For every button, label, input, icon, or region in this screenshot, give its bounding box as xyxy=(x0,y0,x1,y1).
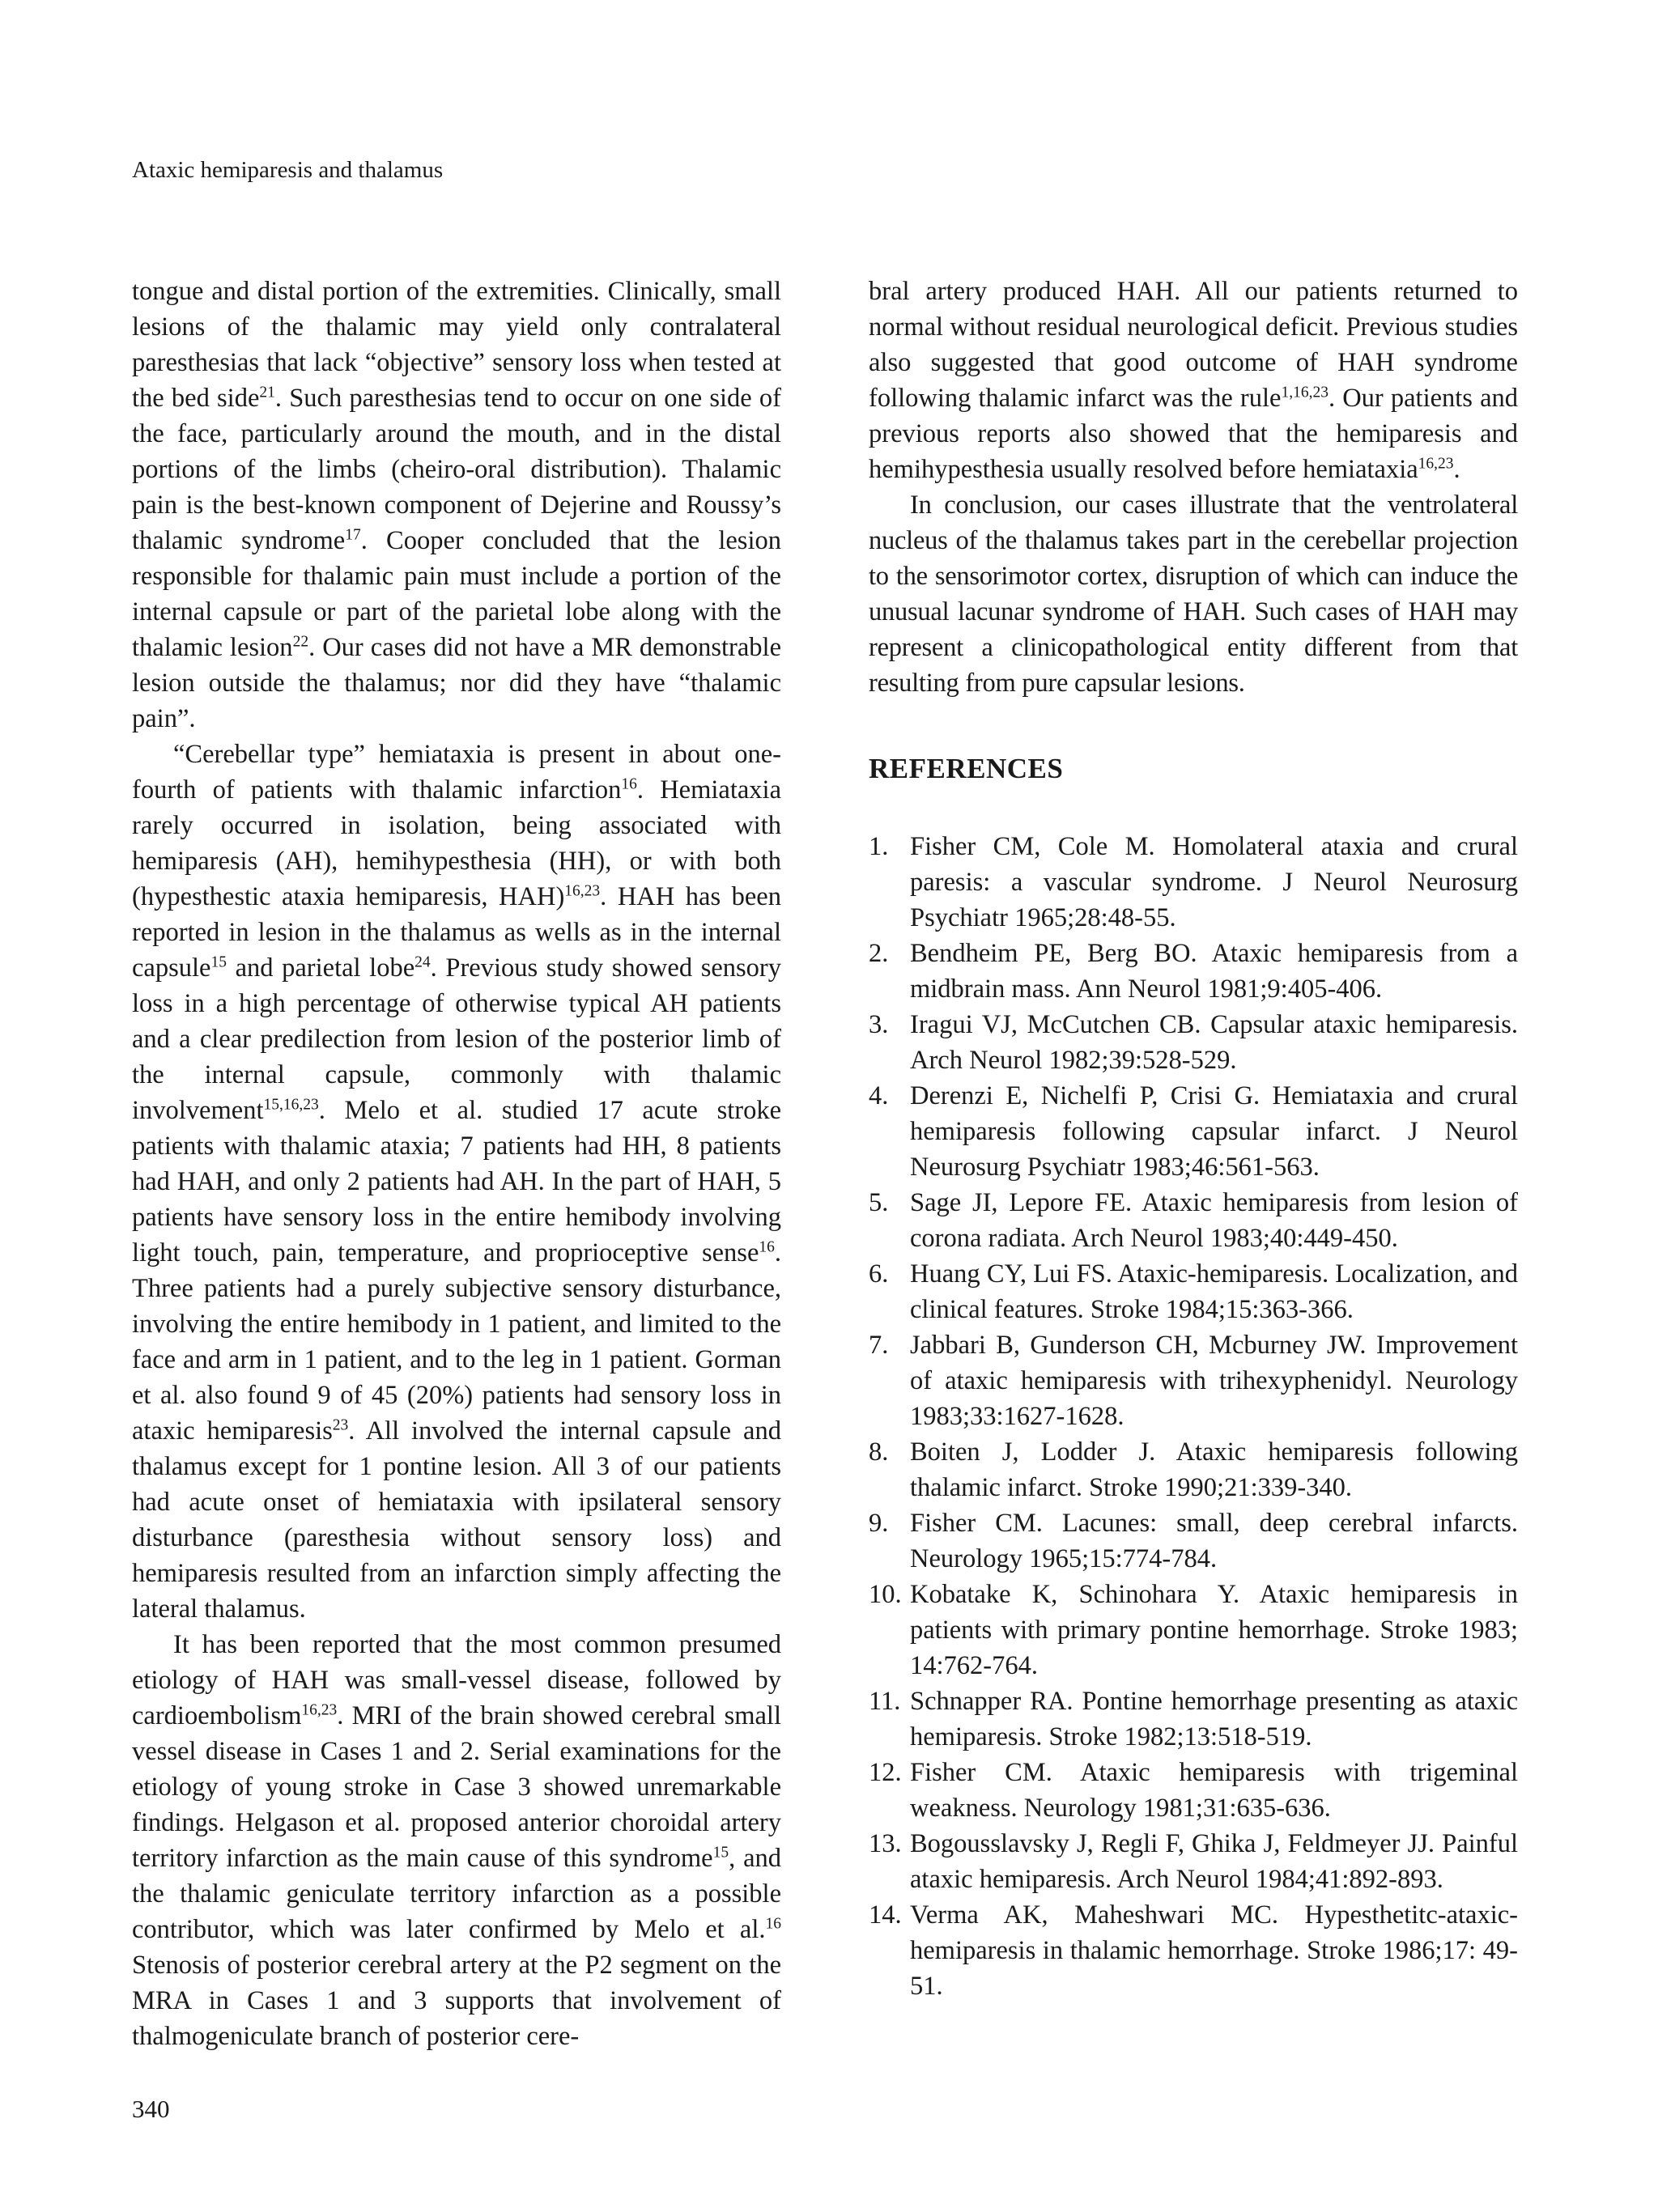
reference-number: 10. xyxy=(869,1580,902,1609)
reference-text: Kobatake K, Schinohara Y. Ataxic hemiparesis in patients with primary pontine hemorrhage. Stroke 1983; 14:762-764. xyxy=(910,1580,1518,1680)
reference-text: Verma AK, Maheshwari MC. Hypesthetitc-ataxic-hemiparesis in thalamic hemorrhage. Stroke 1986;17: 49-51. xyxy=(910,1900,1518,2001)
reference-text: Fisher CM. Lacunes: small, deep cerebral infarcts. Neurology 1965;15:774-784. xyxy=(910,1509,1518,1573)
reference-text: Schnapper RA. Pontine hemorrhage presenting as ataxic hemiparesis. Stroke 1982;13:518-519. xyxy=(910,1687,1518,1751)
reference-text: Fisher CM. Ataxic hemiparesis with trigeminal weakness. Neurology 1981;31:635-636. xyxy=(910,1758,1518,1823)
running-head: Ataxic hemiparesis and thalamus xyxy=(132,157,444,183)
reference-item xyxy=(869,1007,1518,1078)
body-paragraph: “Cerebellar type” hemiataxia is present in about one-fourth of patients with thalamic infarction$^{16}$. Hemiataxia rarely occurred in isolation, being associated with hemiparesis (AH), hemihypesthesia (HH), or with both (hypesthestic ataxia hemiparesis, HAH)$^{16,23}$. HAH has been reported in lesion in the thalamus as wells as in the internal capsule$^{15}$ and parietal lobe$^{24}$. Previous study showed sensory loss in a high percentage of otherwise typical AH patients and a clear predilection from lesion of the posterior limb of the internal capsule, commonly with thalamic involvement$^{15,16,23}$. Melo et al. studied 17 acute stroke patients with thalamic ataxia; 7 patients had HH, 8 patients had HAH, and only 2 patients had AH. In the part of HAH, 5 patients have sensory loss in the entire hemibody involving light touch, pain, temperature, and proprioceptive sense$^{16}$. Three patients had a purely subjective sensory disturbance, involving the entire hemibody in 1 patient, and limited to the face and arm in 1 patient, and to the leg in 1 patient. Gorman et al. also found 9 of 45 (20%) patients had sensory loss in ataxic hemiparesis$^{23}$. All involved the internal capsule and thalamus except for 1 pontine lesion. All 3 of our patients had acute onset of hemiataxia with ipsilateral sensory disturbance (paresthesia without sensory loss) and hemiparesis resulted from an infarction simply affecting the lateral thalamus. xyxy=(132,740,781,1624)
reference-number: 8. xyxy=(869,1437,889,1467)
reference-text: Sage JI, Lepore FE. Ataxic hemiparesis from lesion of corona radiata. Arch Neurol 1983;40:449-450. xyxy=(910,1188,1518,1253)
citation-superscript: 22 xyxy=(292,633,309,651)
citation-superscript: 15,16,23 xyxy=(263,1096,319,1114)
body-paragraph: In conclusion, our cases illustrate that the ventrolateral nucleus of the thalamus takes part in the cerebellar projection to the sensorimotor cortex, disruption of which can induce the unusual lacunar syndrome of HAH. Such cases of HAH may represent a clinicopathological entity different from that resulting from pure capsular lesions. xyxy=(869,490,1518,698)
reference-item xyxy=(869,1826,1518,1897)
reference-number: 9. xyxy=(869,1509,889,1538)
reference-text: Boiten J, Lodder J. Ataxic hemiparesis following thalamic infarct. Stroke 1990;21:339-340. xyxy=(910,1437,1518,1502)
reference-item xyxy=(869,1078,1518,1185)
reference-number: 11. xyxy=(869,1687,901,1716)
reference-number: 14. xyxy=(869,1900,902,1930)
reference-number: 12. xyxy=(869,1758,902,1787)
reference-number: 5. xyxy=(869,1188,889,1217)
reference-text: Fisher CM, Cole M. Homolateral ataxia and crural paresis: a vascular syndrome. J Neurol Neurosurg Psychiatr 1965;28:48-55. xyxy=(910,832,1518,932)
reference-item xyxy=(869,1256,1518,1327)
citation-superscript: 1,16,23 xyxy=(1281,384,1329,401)
reference-item xyxy=(869,829,1518,936)
references-heading: REFERENCES xyxy=(869,753,1064,784)
reference-list xyxy=(869,829,1518,2004)
citation-superscript: 15 xyxy=(210,953,227,971)
reference-item xyxy=(869,1327,1518,1434)
citation-superscript: 16 xyxy=(765,1915,781,1933)
reference-number: 4. xyxy=(869,1081,889,1110)
citation-superscript: 21 xyxy=(259,384,275,401)
reference-item xyxy=(869,1434,1518,1505)
reference-item xyxy=(869,1577,1518,1683)
body-paragraph: bral artery produced HAH. All our patients returned to normal without residual neurological deficit. Previous studies also suggested that good outcome of HAH syndrome following thalamic infarct was the rule$^{1,16,23}$. Our patients and previous reports also showed that the hemiparesis and hemihypesthesia usually resolved before hemiataxia$^{16,23}$. xyxy=(869,277,1518,484)
citation-superscript: 16,23 xyxy=(301,1701,338,1719)
reference-item xyxy=(869,1683,1518,1755)
reference-number: 2. xyxy=(869,939,889,968)
reference-text: Huang CY, Lui FS. Ataxic-hemiparesis. Localization, and clinical features. Stroke 1984;15:363-366. xyxy=(910,1259,1518,1324)
citation-superscript: 17 xyxy=(345,526,361,544)
reference-number: 1. xyxy=(869,832,889,861)
reference-item xyxy=(869,1505,1518,1577)
reference-text: Bendheim PE, Berg BO. Ataxic hemiparesis from a midbrain mass. Ann Neurol 1981;9:405-406. xyxy=(910,939,1518,1004)
body-paragraph: It has been reported that the most common presumed etiology of HAH was small-vessel disease, followed by cardioembolism$^{16,23}$. MRI of the brain showed cerebral small vessel disease in Cases 1 and 2. Serial examinations for the etiology of young stroke in Case 3 showed unremarkable findings. Helgason et al. proposed anterior choroidal artery territory infarction as the main cause of this syndrome$^{15}$, and the thalamic geniculate territory infarction as a possible contributor, which was later confirmed by Melo et al.$^{16}$ Stenosis of posterior cerebral artery at the P2 segment on the MRA in Cases 1 and 3 supports that involvement of thalmogeniculate branch of posterior cere- xyxy=(132,1630,781,2051)
reference-text: Jabbari B, Gunderson CH, Mcburney JW. Improvement of ataxic hemiparesis with trihexyphenidyl. Neurology 1983;33:1627-1628. xyxy=(910,1331,1518,1431)
reference-number: 6. xyxy=(869,1259,889,1289)
citation-superscript: 15 xyxy=(712,1844,729,1862)
reference-text: Derenzi E, Nichelfi P, Crisi G. Hemiataxia and crural hemiparesis following capsular infarct. J Neurol Neurosurg Psychiatr 1983;46:561-563. xyxy=(910,1081,1518,1182)
reference-number: 13. xyxy=(869,1829,902,1858)
right-column xyxy=(869,274,1518,2004)
body-paragraph: tongue and distal portion of the extremities. Clinically, small lesions of the thalamic may yield only contralateral paresthesias that lack “objective” sensory loss when tested at the bed side$^{21}$. Such paresthesias tend to occur on one side of the face, particularly around the mouth, and in the distal portions of the limbs (cheiro-oral distribution). Thalamic pain is the best-known component of Dejerine and Roussy’s thalamic syndrome$^{17}$. Cooper concluded that the lesion responsible for thalamic pain must include a portion of the internal capsule or part of the parietal lobe along with the thalamic lesion$^{22}$. Our cases did not have a MR demonstrable lesion outside the thalamus; nor did they have “thalamic pain”. xyxy=(132,277,782,733)
citation-superscript: 16,23 xyxy=(564,882,601,900)
citation-superscript: 16 xyxy=(759,1238,775,1256)
citation-superscript: 24 xyxy=(414,953,431,971)
reference-item xyxy=(869,1897,1518,2004)
reference-text: Iragui VJ, McCutchen CB. Capsular ataxic hemiparesis. Arch Neurol 1982;39:528-529. xyxy=(910,1010,1518,1075)
reference-item xyxy=(869,936,1518,1007)
reference-item xyxy=(869,1185,1518,1256)
citation-superscript: 16 xyxy=(621,775,637,793)
reference-number: 3. xyxy=(869,1010,889,1039)
reference-text: Bogousslavsky J, Regli F, Ghika J, Feldmeyer JJ. Painful ataxic hemiparesis. Arch Neurol 1984;41:892-893. xyxy=(910,1829,1518,1894)
page-number: 340 xyxy=(132,2095,170,2123)
left-column xyxy=(132,274,781,2054)
citation-superscript: 23 xyxy=(332,1416,349,1434)
citation-superscript: 16,23 xyxy=(1418,455,1454,473)
reference-item xyxy=(869,1755,1518,1826)
reference-number: 7. xyxy=(869,1331,889,1360)
